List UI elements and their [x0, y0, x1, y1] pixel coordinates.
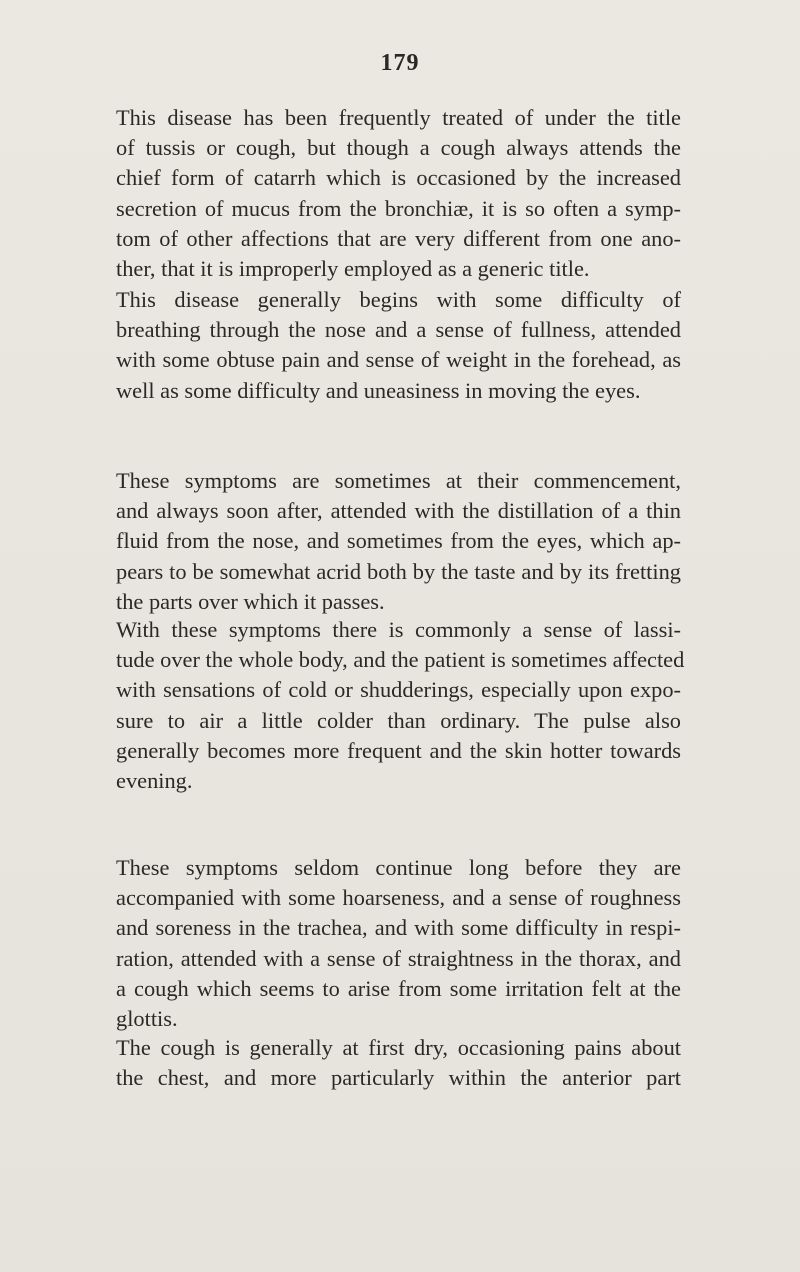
- text-line: with sensations of cold or shudderings, especially upon expo-: [116, 677, 681, 703]
- text-line: and soreness in the trachea, and with some difficulty in respi-: [116, 915, 681, 941]
- text-line: the chest, and more particularly within the anterior part: [116, 1065, 681, 1091]
- text-line: breathing through the nose and a sense of fullness, attended: [116, 317, 681, 343]
- text-line: with some obtuse pain and sense of weight in the forehead, as: [116, 347, 681, 373]
- paragraph-6: [116, 1033, 681, 1093]
- paragraph-1: [116, 103, 681, 284]
- text-line: and always soon after, attended with the distillation of a thin: [116, 498, 681, 524]
- text-line: ther, that it is improperly employed as a generic title.: [116, 256, 590, 282]
- text-line: ration, attended with a sense of straightness in the thorax, and: [116, 945, 681, 971]
- text-line: the parts over which it passes.: [116, 588, 385, 614]
- text-line: glottis.: [116, 1006, 178, 1032]
- text-line: chief form of catarrh which is occasioned by the increased: [116, 165, 681, 191]
- text-line: of tussis or cough, but though a cough always attends the: [116, 135, 681, 161]
- text-line: tom of other affections that are very different from one ano-: [116, 225, 681, 251]
- text-line: generally becomes more frequent and the skin hotter towards: [116, 737, 681, 763]
- text-line: evening.: [116, 768, 193, 794]
- text-line: pears to be somewhat acrid both by the taste and by its fretting: [116, 558, 681, 584]
- paragraph-2: [116, 285, 681, 406]
- text-line: sure to air a little colder than ordinary. The pulse also: [116, 707, 681, 733]
- text-line: secretion of mucus from the bronchiæ, it is so often a symp-: [116, 195, 681, 221]
- text-line: tude over the whole body, and the patient is sometimes affected: [116, 647, 685, 673]
- text-line: accompanied with some hoarseness, and a sense of roughness: [116, 885, 681, 911]
- text-line: This disease generally begins with some difficulty of: [116, 287, 681, 312]
- text-line: well as some difficulty and uneasiness in moving the eyes.: [116, 377, 641, 403]
- paragraph-5: [116, 853, 681, 1034]
- text-line: These symptoms are sometimes at their commencement,: [116, 468, 681, 493]
- text-line: fluid from the nose, and sometimes from the eyes, which ap-: [116, 528, 681, 554]
- text-line: These symptoms seldom continue long before they are: [116, 855, 681, 880]
- text-line: With these symptoms there is commonly a sense of lassi-: [116, 617, 681, 642]
- paragraph-3: [116, 466, 681, 617]
- text-line: The cough is generally at first dry, occasioning pains about: [116, 1035, 681, 1060]
- text-line: a cough which seems to arise from some irritation felt at the: [116, 975, 681, 1001]
- page-number: 179: [380, 50, 420, 76]
- paragraph-4: [116, 615, 685, 796]
- text-line: This disease has been frequently treated of under the title: [116, 105, 681, 130]
